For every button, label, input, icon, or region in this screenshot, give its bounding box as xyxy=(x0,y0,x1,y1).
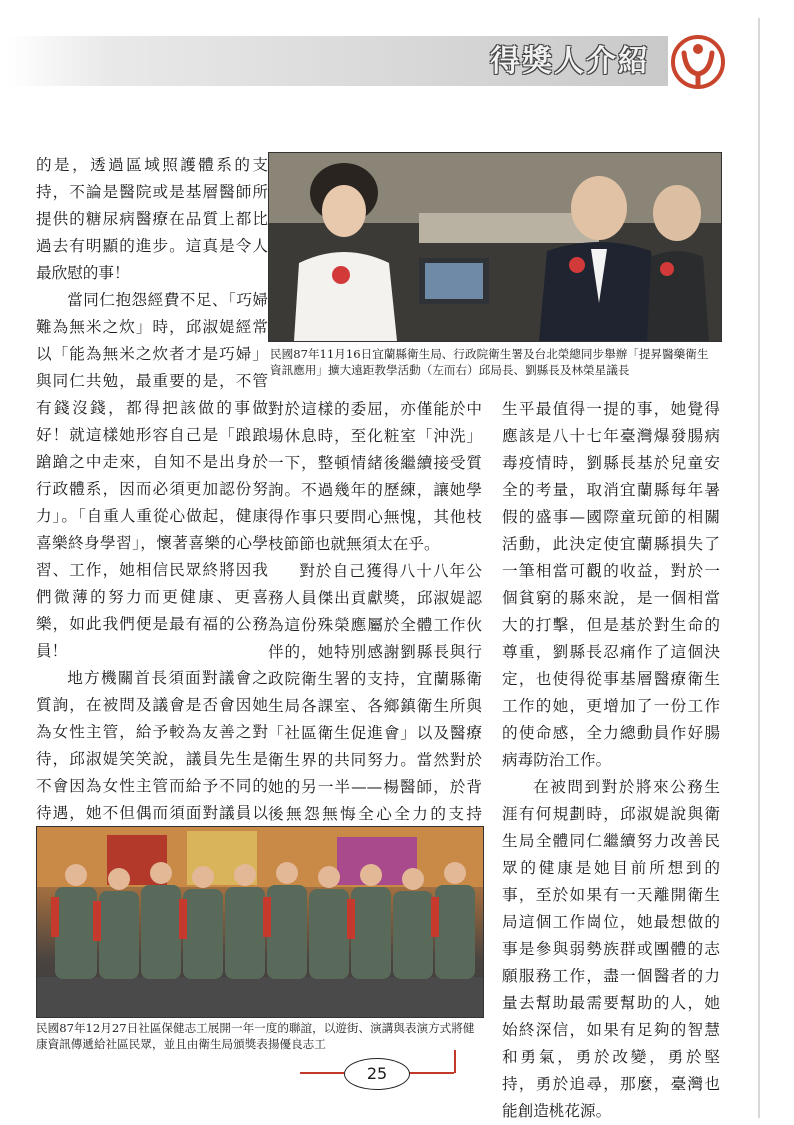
paragraph: 生平最值得一提的事，她覺得應該是八十七年臺灣爆發腸病毒疫情時，劉縣長基於兒童安全的考量，取消宜蘭縣每年暑假的盛事—國際童玩節的相關活動，此決定使宜蘭縣損失了一筆相當可觀的收益，對於一個貧窮的縣來說，是一個相當大的打擊，但是基於對生命的尊重，劉縣長忍痛作了這個決定，也使得從事基層醫療衛生工作的她，更增加了一份工作的使命感，全力總動員作好腸病毒防治工作。 xyxy=(502,400,720,769)
paragraph: 地方機關首長須面對議會之質詢，在被問及議會是否會因她為女性主管，給予較為友善之對待，邱淑媞笑笑說，議員先生是不會因為女性主管而給予不同的待遇，她不但偶而須面對議員以 xyxy=(36,669,268,822)
photo-caption: 民國87年12月27日社區保健志工展開一年一度的聯誼，以遊街、演講與表演方式將健康資訊傳遞給社區民眾，並且由衛生局頒獎表揚優良志工 xyxy=(36,1021,475,1051)
page-number-ornament xyxy=(300,1050,460,1096)
page-arrow-stem xyxy=(454,1050,456,1073)
person-logo-icon xyxy=(670,34,726,90)
page-edge-rule xyxy=(758,18,760,1118)
page-number: 25 xyxy=(344,1058,410,1090)
paragraph: 在被問到對於將來公務生涯有何規劃時，邱淑媞說與衛生局全體同仁繼續努力改善民眾的健康是她目前所想到的事，至於如果有一天離開衛生局這個工作崗位，她最想做的事是參與弱勢族群或團體的志願服務工作，盡一個醫者的力量去幫助最需要幫助的人，她始終深信，如果有足夠的智慧和勇氣，勇於改變，勇於堅持，勇於追尋，那麼，臺灣也能創造桃花源。 xyxy=(502,778,720,1120)
text-column-1 xyxy=(36,152,268,908)
photo-caption: 民國87年11月16日宜蘭縣衛生局、行政院衛生署及台北榮總同步舉辦「提昇醫藥衛生資訊應用」擴大遠距教學活動（左而右）邱局長、劉縣長及林榮星議長 xyxy=(270,347,709,377)
paragraph: 對於這樣的委屈，亦僅能於中場休息時，至化粧室「沖洗」一下，整頓情緒後繼續接受質詢。不過幾年的歷練，讓她學得作事只要問心無愧，其他枝枝節節也就無須太在乎。 xyxy=(268,400,482,553)
paragraph: 對於自己獲得八十八年公務人員傑出貢獻獎，邱淑媞認為這份殊榮應屬於全體工作伙伴的，她特別感謝劉縣長與行政院衛生署的支持，宜蘭縣衛生局各課室、各鄉鎮衛生所與「社區衛生促進會」以及醫療衛生界的共同努力。當然對於她的另一半——楊醫師，於背後無怨無悔全心全力的支持 xyxy=(268,562,482,823)
photo-volunteer-group xyxy=(36,826,484,1018)
paragraph: 的是，透過區域照護體系的支持，不論是醫院或是基層醫師所提供的糖尿病醫療在品質上都比過去有明顯的進步。這真是令人最欣慰的事！ xyxy=(36,156,268,282)
page-arrow-right xyxy=(408,1072,454,1074)
paragraph: 當同仁抱怨經費不足、「巧婦難為無米之炊」時，邱淑媞經常以「能為無米之炊者才是巧婦」與同仁共勉，最重要的是，不管有錢沒錢，都得把該做的事做好！就這樣她形容自己是「踉踉蹌蹌之中走來，自知不是出身於行政體系，因而必須更加認份努力」。「自重人重從心做起，健康喜樂終身學習」，懷著喜樂的心學習、工作，她相信民眾終將因我們微薄的努力而更健康、更喜樂，如此我們便是最有福的公務員！ xyxy=(36,291,268,660)
page-section-title: 得獎人介紹 xyxy=(490,44,650,79)
page-arrow-left xyxy=(300,1072,344,1074)
photo-telemedicine-event xyxy=(268,152,722,342)
text-column-3 xyxy=(502,396,720,1125)
